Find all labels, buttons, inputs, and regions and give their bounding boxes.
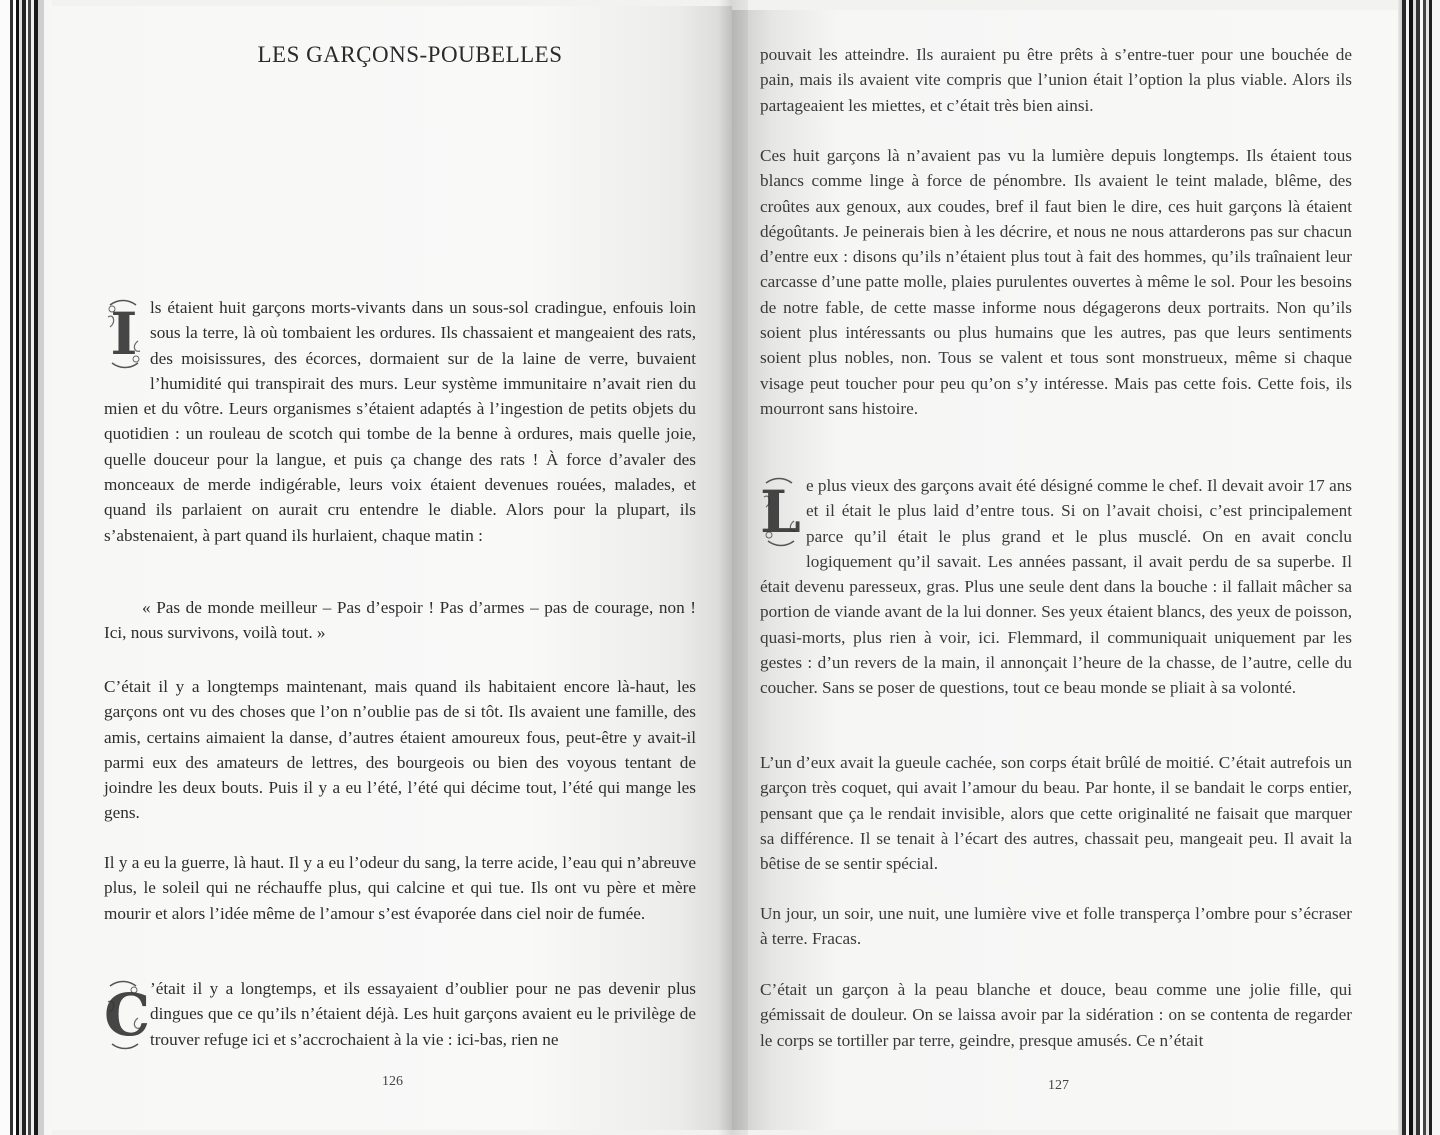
right-paragraph-5-text: Un jour, un soir, une nuit, une lumière vive et folle transperça l’ombre pour s’écraser à terre. Fracas. [760, 904, 1352, 949]
left-paragraph-3 [104, 850, 696, 926]
ornamental-dropcap-c: C [104, 981, 151, 1049]
left-page-edges [0, 0, 52, 1135]
chapter-title: LES GARÇONS-POUBELLES [257, 42, 563, 67]
left-paragraph-4 [104, 976, 696, 1052]
right-paragraph-6-text: C’était un garçon à la peau blanche et douce, beau comme une jolie fille, qui gémissait de douleur. On se laissa avoir par la sidération : on se contenta de regarder le corps se tortiller par terre, geindre, presque amusés. Ce n’était [760, 980, 1352, 1050]
right-page-edges [1398, 0, 1440, 1135]
quote-block [104, 595, 696, 646]
left-paragraph-4-text: ’était il y a longtemps, et ils essayaient d’oublier pour ne pas devenir plus dingues que ce qu’ils n’étaient déjà. Les huit garçons avaient eu le privilège de trouver refuge ici et s’accrochaient à la vie : ici-bas, rien ne [150, 979, 696, 1049]
left-paragraph-1-text: ls étaient huit garçons morts-vivants dans un sous-sol cradingue, enfouis loin sous la terre, là où tombaient les ordures. Ils chassaient et mangeaient des rats, des moisissures, des écorces, dormaient sur de la laine de verre, buvaient l’humidité qui transpirait des murs. Leur système immunitaire n’avait rien du mien et du vôtre. Leurs organismes s’étaient adaptés à l’ingestion de petits objets du quotidien : un rouleau de scotch qui tombe de la benne à ordures, mais quelle joie, quelle douceur pour la langue, et puis ça change des rats ! À force d’avaler des monceaux de merde indigérable, leurs voix étaient devenues rouées, malades, et quand ils parlaient on aurait cru entendre le diable. Alors pour la plupart, ils s’abstenaient, à part quand ils hurlaient, chaque matin : [104, 298, 696, 545]
right-paragraph-6 [760, 977, 1352, 1053]
right-paragraph-3-text: e plus vieux des garçons avait été désigné comme le chef. Il devait avoir 17 ans et il était le plus laid d’entre tous. Si on l’avait choisi, c’est principalement parce qu’il était le plus grand et le plus musclé. On en avait conclu logiquement qu’il savait. Les années passant, il avait perdu de sa superbe. Il était devenu paresseux, gras. Plus une seule dent dans la bouche : il fallait mâcher sa portion de viande avant de la lui donner. Ses yeux étaient blancs, des yeux de poisson, quasi-morts, plus rien à voir, ici. Flemmard, il communiquait uniquement par les gestes : d’un revers de la main, il annonçait l’heure de la chasse, de l’autre, celle du coucher. Sans se poser de questions, tout ce beau monde se pliait à sa volonté. [760, 476, 1352, 698]
left-paragraph-3-text: Il y a eu la guerre, là haut. Il y a eu l’odeur du sang, la terre acide, l’eau qui n’abreuve plus, le soleil qui ne réchauffe plus, qui calcine et qui tue. Ils ont vu père et mère mourir et alors l’idée même de l’amour s’est évaporée dans ciel noir de fumée. [104, 853, 696, 923]
right-paragraph-1 [760, 42, 1352, 118]
right-paragraph-1-text: pouvait les atteindre. Ils auraient pu être prêts à s’entre-tuer pour une bouchée de pain, mais ils avaient vite compris que l’union était l’option la plus viable. Alors ils partageaient les miettes, et c’était très bien ainsi. [760, 45, 1352, 115]
right-paragraph-3 [760, 473, 1352, 701]
right-paragraph-4-text: L’un d’eux avait la gueule cachée, son corps était brûlé de moitié. C’était autrefois un garçon très coquet, qui avait l’amour du beau. Par honte, il se bandait le corps entier, pensant que ça le rendait invisible, alors que cette originalité ne faisait que marquer sa différence. Il se tenait à l’écart des autres, chassait peu, mangeait peu. Il avait la bêtise de se sentir spécial. [760, 753, 1352, 874]
left-paragraph-2 [104, 674, 696, 826]
left-paragraph-2-text: C’était il y a longtemps maintenant, mais quand ils habitaient encore là-haut, les garçons ont vu des choses que l’on n’oublie pas de si tôt. Ils avaient une famille, des amis, certains aimaient la danse, d’autres étaient amoureux fous, peut-être y avait-il parmi eux des amateurs de lettres, des bourgeois ou bien des voyous tentant de joindre les deux bouts. Puis il y a eu l’été, l’été qui décime tout, l’été qui mange les gens. [104, 677, 696, 823]
ornamental-dropcap-l: L [760, 478, 801, 546]
left-paragraph-1 [104, 295, 696, 548]
page-number-left: 126 [382, 1074, 403, 1089]
right-paragraph-2-text: Ces huit garçons là n’avaient pas vu la lumière depuis longtemps. Ils étaient tous blancs comme linge à force de pénombre. Ils avaient le teint malade, blême, des croûtes aux genoux, aux coudes, bref il faut bien le dire, ces huit garçons là étaient dégoûtants. Je peinerais bien à les décrire, et nous ne nous attarderons pas sur chacun d’entre eux : disons qu’ils n’étaient plus tout à fait des hommes, qu’ils traînaient leur carcasse d’une patte molle, plaies purulentes ouvertes à même le sol. Pour les besoins de notre fable, de cette masse informe nous dégagerons deux portraits. Non qu’ils soient plus intéressants ou plus humains que les autres, pas que leurs sentiments soient plus nobles, non. Tous se valent et tous sont monstrueux, même si chaque visage peut toucher pour peu qu’on s’y intéresse. Mais pas cette fois. Cette fois, ils mourront sans histoire. [760, 146, 1352, 418]
quote-text: « Pas de monde meilleur – Pas d’espoir ! Pas d’armes – pas de courage, non ! Ici, nous survivons, voilà tout. » [104, 598, 696, 643]
right-paragraph-4 [760, 750, 1352, 876]
ornamental-dropcap-i: I [104, 297, 144, 371]
right-paragraph-5 [760, 901, 1352, 952]
right-paragraph-2 [760, 143, 1352, 421]
page-number-right: 127 [1048, 1078, 1069, 1093]
book-gutter [718, 0, 748, 1135]
left-page [52, 6, 732, 1130]
